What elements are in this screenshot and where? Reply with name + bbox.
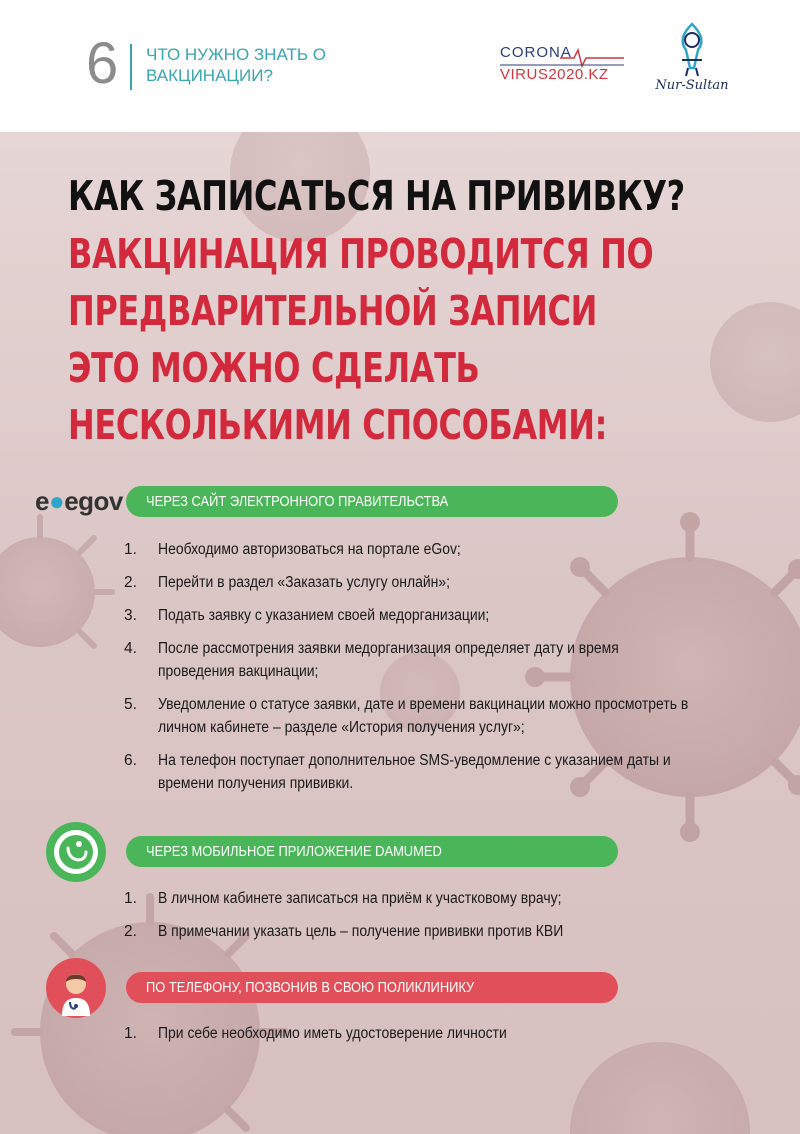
list-item: 3. Подать заявку с указанием своей медорганизации; [124,607,490,624]
list-item: 1. Необходимо авторизоваться на портале eGov; [124,541,461,558]
coronavirus2020-logo [496,44,626,90]
corona-logo-line1: CORONA [500,44,572,61]
list-item: 6. На телефон поступает дополнительное SMS-уведомление с указанием даты и времени получения прививки. [124,752,671,792]
list-item: 1. В личном кабинете записаться на приём к участковому врачу; [124,890,562,907]
damumed-steps-list [124,887,724,943]
list-item: 1. При себе необходимо иметь удостоверение личности [124,1025,507,1042]
subtitle-line: НЕСКОЛЬКИМИ СПОСОБАМИ: [68,401,607,449]
nur-sultan-logo-text: Nur-Sultan [655,78,729,93]
nur-sultan-logo [652,20,732,96]
list-item: 2. В примечании указать цель – получение прививки против КВИ [124,923,564,940]
corona-logo-line2: VIRUS2020.KZ [500,66,609,83]
page-header [0,0,800,132]
page-number: 6 [86,31,119,96]
subtitle-line: ВАКЦИНАЦИЯ ПРОВОДИТСЯ ПО [68,230,654,278]
header-divider [130,44,132,90]
subtitle-red [68,226,654,454]
list-item: 5. Уведомление о статусе заявки, дате и времени вакцинации можно просмотреть в личном кабинете – разделе «История получения услуг»; [124,696,689,736]
damumed-app-icon [46,822,106,882]
egov-steps-list [124,538,724,795]
main-title: КАК ЗАПИСАТЬСЯ НА ПРИВИВКУ? [68,172,685,220]
subtitle-line: ПРЕДВАРИТЕЛЬНОЙ ЗАПИСИ [68,287,597,335]
list-item: 4. После рассмотрения заявки медорганизация определяет дату и время проведения вакцинации; [124,640,619,680]
baiterek-tower-icon [652,20,732,78]
phone-steps-list [124,1022,724,1045]
section-heading-phone: ПО ТЕЛЕФОНУ, ПОЗВОНИВ В СВОЮ ПОЛИКЛИНИКУ [126,972,618,1003]
list-item: 2. Перейти в раздел «Заказать услугу онлайн»; [124,574,451,591]
section-heading-damumed: ЧЕРЕЗ МОБИЛЬНОЕ ПРИЛОЖЕНИЕ DAMUMED [126,836,618,867]
doctor-icon [46,958,106,1018]
header-subtitle: ЧТО НУЖНО ЗНАТЬ О ВАКЦИНАЦИИ? [146,45,326,85]
section-heading-egov: ЧЕРЕЗ САЙТ ЭЛЕКТРОННОГО ПРАВИТЕЛЬСТВА [126,486,618,517]
egov-logo: e●egov [35,486,123,516]
subtitle-line: ЭТО МОЖНО СДЕЛАТЬ [68,344,480,392]
